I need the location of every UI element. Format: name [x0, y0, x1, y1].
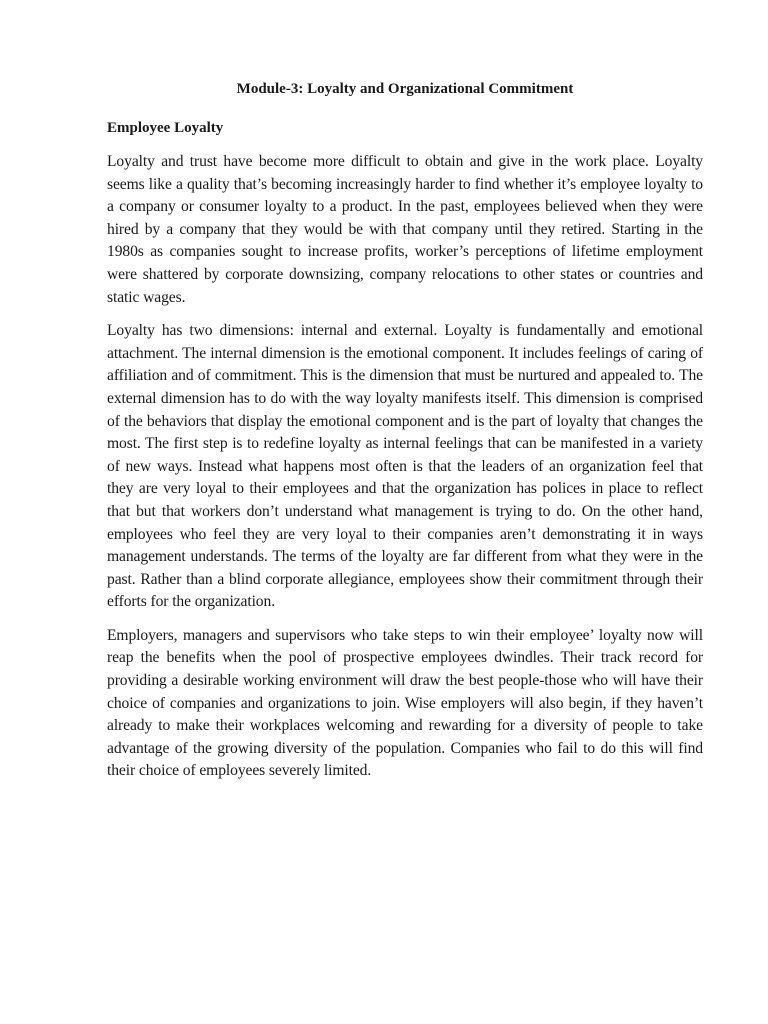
document-title: Module-3: Loyalty and Organizational Commitment: [236, 81, 574, 97]
paragraph-1: Loyalty and trust have become more difficult to obtain and give in the work place. Loyalty seems like a quality that’s becoming increasingly harder to find whether it’s employee loyalty to a company or consumer loyalty to a product. In the past, employees believed when they were hired by a company that they would be with that company until they retired. Starting in the 1980s as companies sought to increase profits, worker’s perceptions of lifetime employment were shattered by corporate downsizing, company relocations to other states or countries and static wages.: [107, 153, 703, 306]
paragraph-2: Loyalty has two dimensions: internal and external. Loyalty is fundamentally and emotional attachment. The internal dimension is the emotional component. It includes feelings of caring of affiliation and of commitment. This is the dimension that must be nurtured and appealed to. The external dimension has to do with the way loyalty manifests itself. This dimension is comprised of the behaviors that display the emotional component and is the part of loyalty that changes the most. The first step is to redefine loyalty as internal feelings that can be manifested in a variety of new ways. Instead what happens most often is that the leaders of an organization feel that they are very loyal to their employees and that the organization has polices in place to reflect that but that workers don’t understand what management is trying to do. On the other hand, employees who feel they are very loyal to their companies aren’t demonstrating it in ways management understands. The terms of the loyalty are far different from what they were in the past. Rather than a blind corporate allegiance, employees show their commitment through their efforts for the organization.: [107, 322, 703, 611]
section-heading: Employee Loyalty: [107, 120, 224, 136]
paragraph-3: Employers, managers and supervisors who take steps to win their employee’ loyalty now will reap the benefits when the pool of prospective employees dwindles. Their track record for providing a desirable working environment will draw the best people-those who will have their choice of companies and organizations to join. Wise employers will also begin, if they haven’t already to make their workplaces welcoming and rewarding for a diversity of people to take advantage of the growing diversity of the population. Companies who fail to do this will find their choice of employees severely limited.: [107, 626, 703, 780]
document-page: [107, 78, 703, 794]
